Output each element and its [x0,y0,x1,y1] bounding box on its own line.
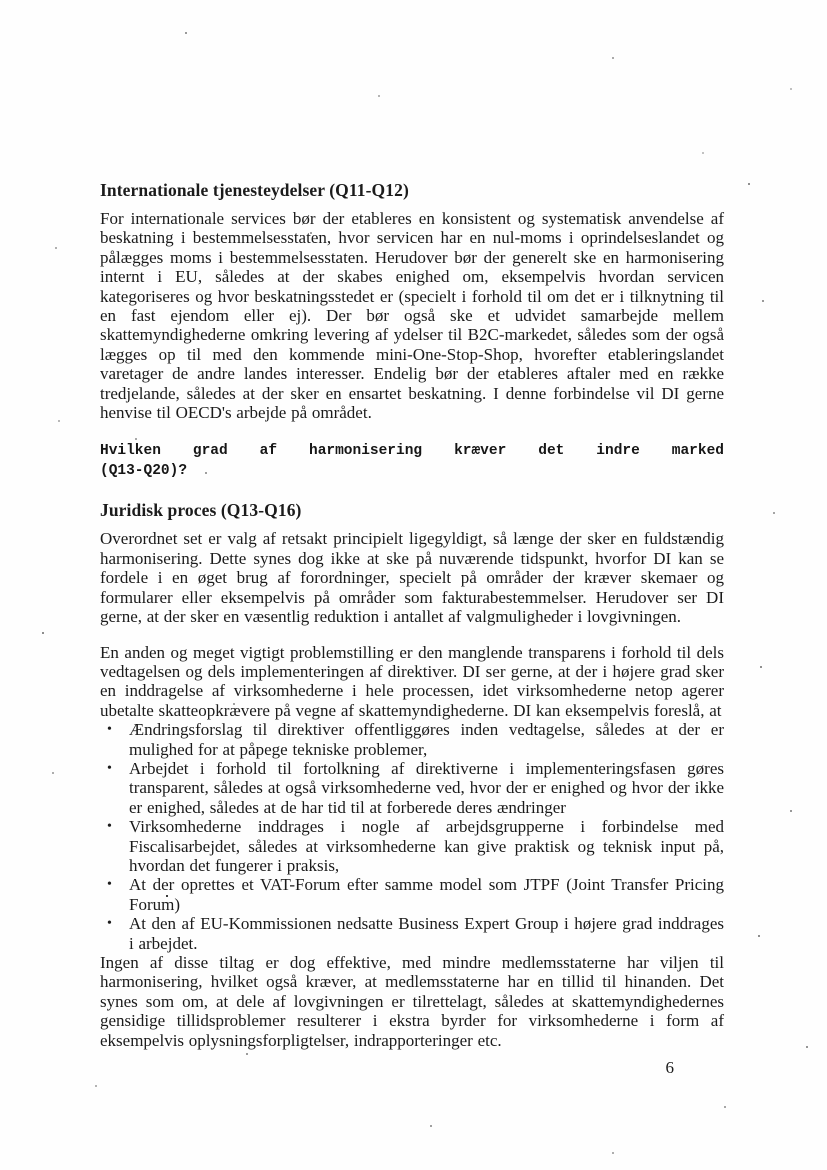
question-heading-line1: Hvilken grad af harmonisering kræver det indre marked [100,443,724,460]
paragraph-retsakt: Overordnet set er valg af retsakt principielt ligegyldigt, så længe der sker en fuldstændig harmonisering. Dette synes dog ikke at ske på nuværende tidspunkt, hvorfor DI kan se fordele i en øget brug af forordninger, specielt på områder der kræver skemaer og formularer eller eksempelvis på områder som fakturabestemmelser. Herudover ser DI gerne, at der sker en væsentlig reduktion i antallet af valgmuligheder i lovgivningen. [100,529,724,627]
bullet-text: Virksomhederne inddrages i nogle af arbejdsgrupperne i forbindelse med Fiscalisarbejdet, således at virksomhederne kan give praktisk og teknisk input på, hvordan det fungerer i praksis, [129,817,724,875]
bullet-icon: • [107,760,112,776]
scan-noise-speckles [0,0,2,2]
proposal-bullet-list [100,720,724,953]
paragraph-tiltag-effektive: Ingen af disse tiltag er dog effektive, med mindre medlemsstaterne har viljen til harmonisering, hvilket også kræver, at medlemsstaterne har en tillid til hinanden. Det synes som om, at dele af lovgivningen er tilrettelagt, således at skattemyndighedernes gensidige tillidsproblemer resulterer i ekstra byrder for virksomhederne i form af eksempelvis oplysningsforpligtelser, indrapporteringer etc. [100,953,724,1050]
list-item [100,759,724,817]
text-column [100,180,724,1078]
bullet-text: Arbejdet i forhold til fortolkning af direktiverne i implementeringsfasen gøres transparent, således at også virksomhederne ved, hvor der er enighed og hvor der ikke er enighed, således at de har tid til at forberede deres ændringer [129,758,724,817]
question-heading-line2: (Q13-Q20)? [100,463,188,480]
bullet-text: At den af EU-Kommissionen nedsatte Business Expert Group i højere grad inddrages i arbejdet. [129,914,724,953]
list-item [100,875,724,914]
bullet-icon: • [107,722,112,738]
bullet-icon: • [107,877,112,893]
page-number: 6 [665,1058,674,1078]
list-item [100,914,724,953]
list-item [100,720,724,759]
bullet-icon: • [107,916,112,932]
paragraph-international-services: For internationale services bør der etableres en konsistent og systematisk anvendelse af beskatning i bestemmelsesstaten, hvor servicen har en nul-moms i oprindelseslandet og pålægges moms i bestemmelsesstaten. Herudover bør der generelt ske en harmonisering internt i EU, således at der skabes enighed om, eksempelvis hvordan servicen kategoriseres og hvor beskatningsstedet er (specielt i forhold til om det er i tilknytning til en fast ejendom eller ej). Der bør også ske et udvidet samarbejde mellem skattemyndighederne omkring levering af ydelser til B2C-markedet, således som der også lægges op til med den kommende mini-One-Stop-Shop, hvorefter etableringslandet varetager de andre landes interesser. Endelig bør der etableres aftaler med en række tredjelande, således at der sker en ensartet beskatning. I denne forbindelse vil DI gerne henvise til OECD's arbejde på området. [100,209,724,423]
question-heading-harmonisering [100,441,724,481]
bullet-text: At der oprettes et VAT-Forum efter samme model som JTPF (Joint Transfer Pricing Forum) [129,875,724,914]
section-heading-juridisk-proces: Juridisk proces (Q13-Q16) [100,500,302,521]
paragraph-transparens: En anden og meget vigtigt problemstilling er den manglende transparens i forhold til dels vedtagelsen og dels implementeringen af direktiver. DI ser gerne, at der i højere grad sker en inddragelse af virksomhederne i hele processen, idet virksomhederne netop agerer ubetalte skatteopkrævere på vegne af skattemyndighederne. DI kan eksempelvis foreslå, at [100,642,724,720]
list-item [100,817,724,875]
bullet-icon: • [107,819,112,835]
bullet-text: Ændringsforslag til direktiver offentliggøres inden vedtagelse, således at der er mulighed for at påpege tekniske problemer, [129,720,724,759]
section-heading-internationale-tjenesteydelser: Internationale tjenesteydelser (Q11-Q12) [100,180,409,200]
